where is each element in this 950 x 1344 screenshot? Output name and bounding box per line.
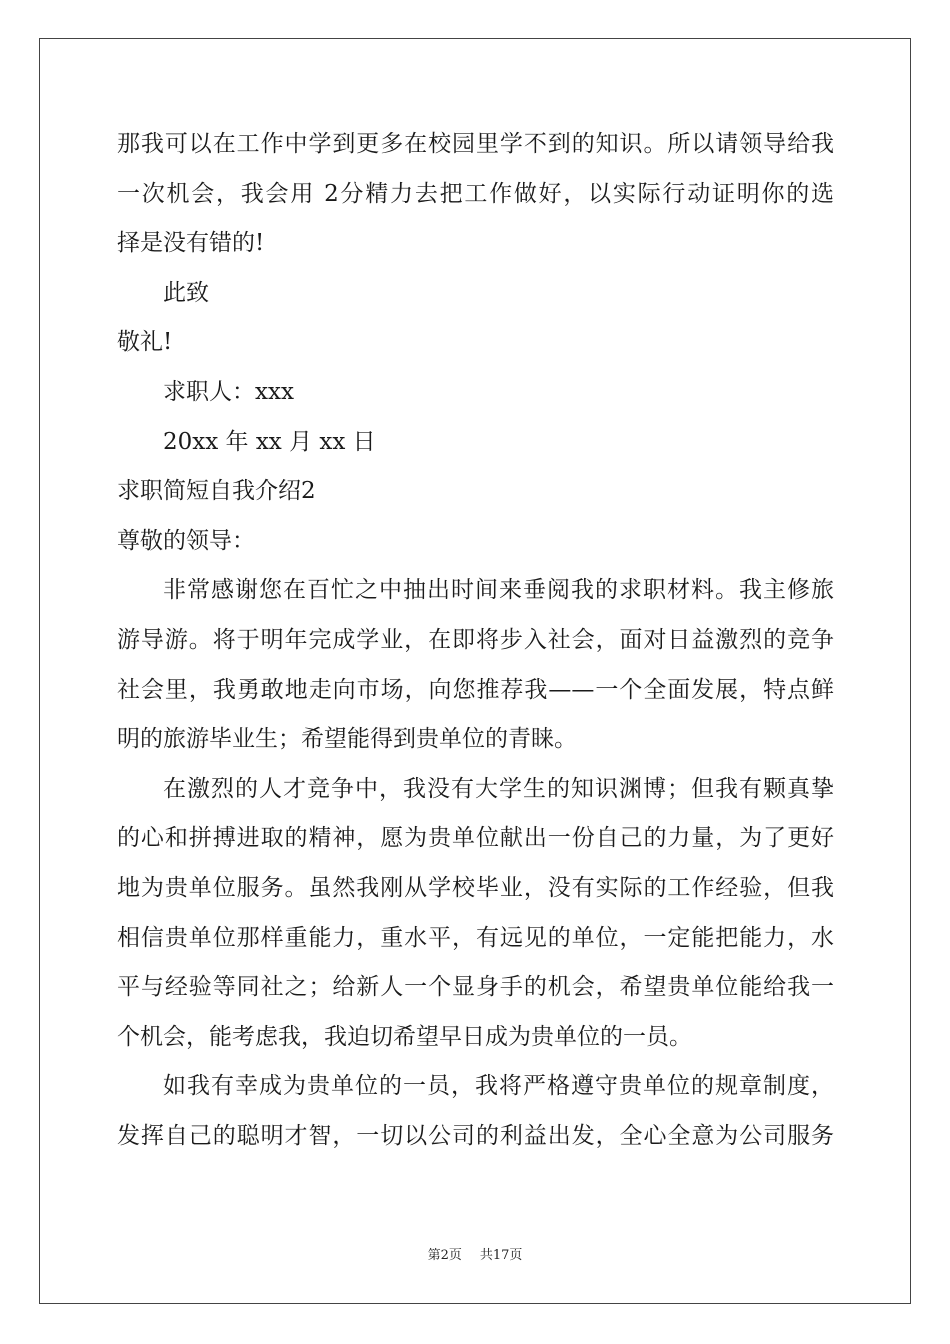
applicant-signature: 求职人：xxx xyxy=(163,378,294,405)
total-pages: 共17页 xyxy=(479,1248,523,1263)
text-line: 的心和拼搏进取的精神，愿为贵单位献出一份自己的力量，为了更好 xyxy=(117,825,834,852)
document-body xyxy=(117,120,837,1161)
text-line: 明的旅游毕业生；希望能得到贵单位的青睐。 xyxy=(117,726,577,753)
page-footer xyxy=(0,1244,950,1263)
text-line: 非常感谢您在百忙之中抽出时间来垂阅我的求职材料。我主修旅 xyxy=(163,577,834,604)
text-line: 一次机会，我会用 2分精力去把工作做好，以实际行动证明你的选 xyxy=(117,180,834,207)
text-line: 那我可以在工作中学到更多在校园里学不到的知识。所以请领导给我 xyxy=(117,131,834,157)
letter-date: 20xx 年 xx 月 xx 日 xyxy=(163,428,376,455)
text-line: 如我有幸成为贵单位的一员，我将严格遵守贵单位的规章制度， xyxy=(163,1073,834,1100)
text-line: 相信贵单位那样重能力，重水平，有远见的单位，一定能把能力，水 xyxy=(117,924,834,951)
page-number: 第2页 xyxy=(427,1248,462,1263)
text-line: 地为贵单位服务。虽然我刚从学校毕业，没有实际的工作经验，但我 xyxy=(117,874,834,901)
closing-regards: 敬礼! xyxy=(117,329,173,356)
text-line: 个机会，能考虑我，我迫切希望早日成为贵单位的一员。 xyxy=(117,1023,692,1050)
text-line: 择是没有错的! xyxy=(117,230,265,257)
text-line: 社会里，我勇敢地走向市场，向您推荐我——一个全面发展，特点鲜 xyxy=(117,676,834,703)
greeting: 尊敬的领导： xyxy=(117,527,255,554)
text-line: 平与经验等同社之；给新人一个显身手的机会，希望贵单位能给我一 xyxy=(117,974,834,1001)
text-line: 游导游。将于明年完成学业，在即将步入社会，面对日益激烈的竞争 xyxy=(117,626,834,653)
section-title: 求职简短自我介绍2 xyxy=(117,478,316,505)
text-line: 在激烈的人才竞争中，我没有大学生的知识渊博；但我有颗真挚 xyxy=(163,775,834,802)
closing-salutation: 此致 xyxy=(163,279,209,306)
text-line: 发挥自己的聪明才智，一切以公司的利益出发，全心全意为公司服务 xyxy=(117,1122,834,1149)
